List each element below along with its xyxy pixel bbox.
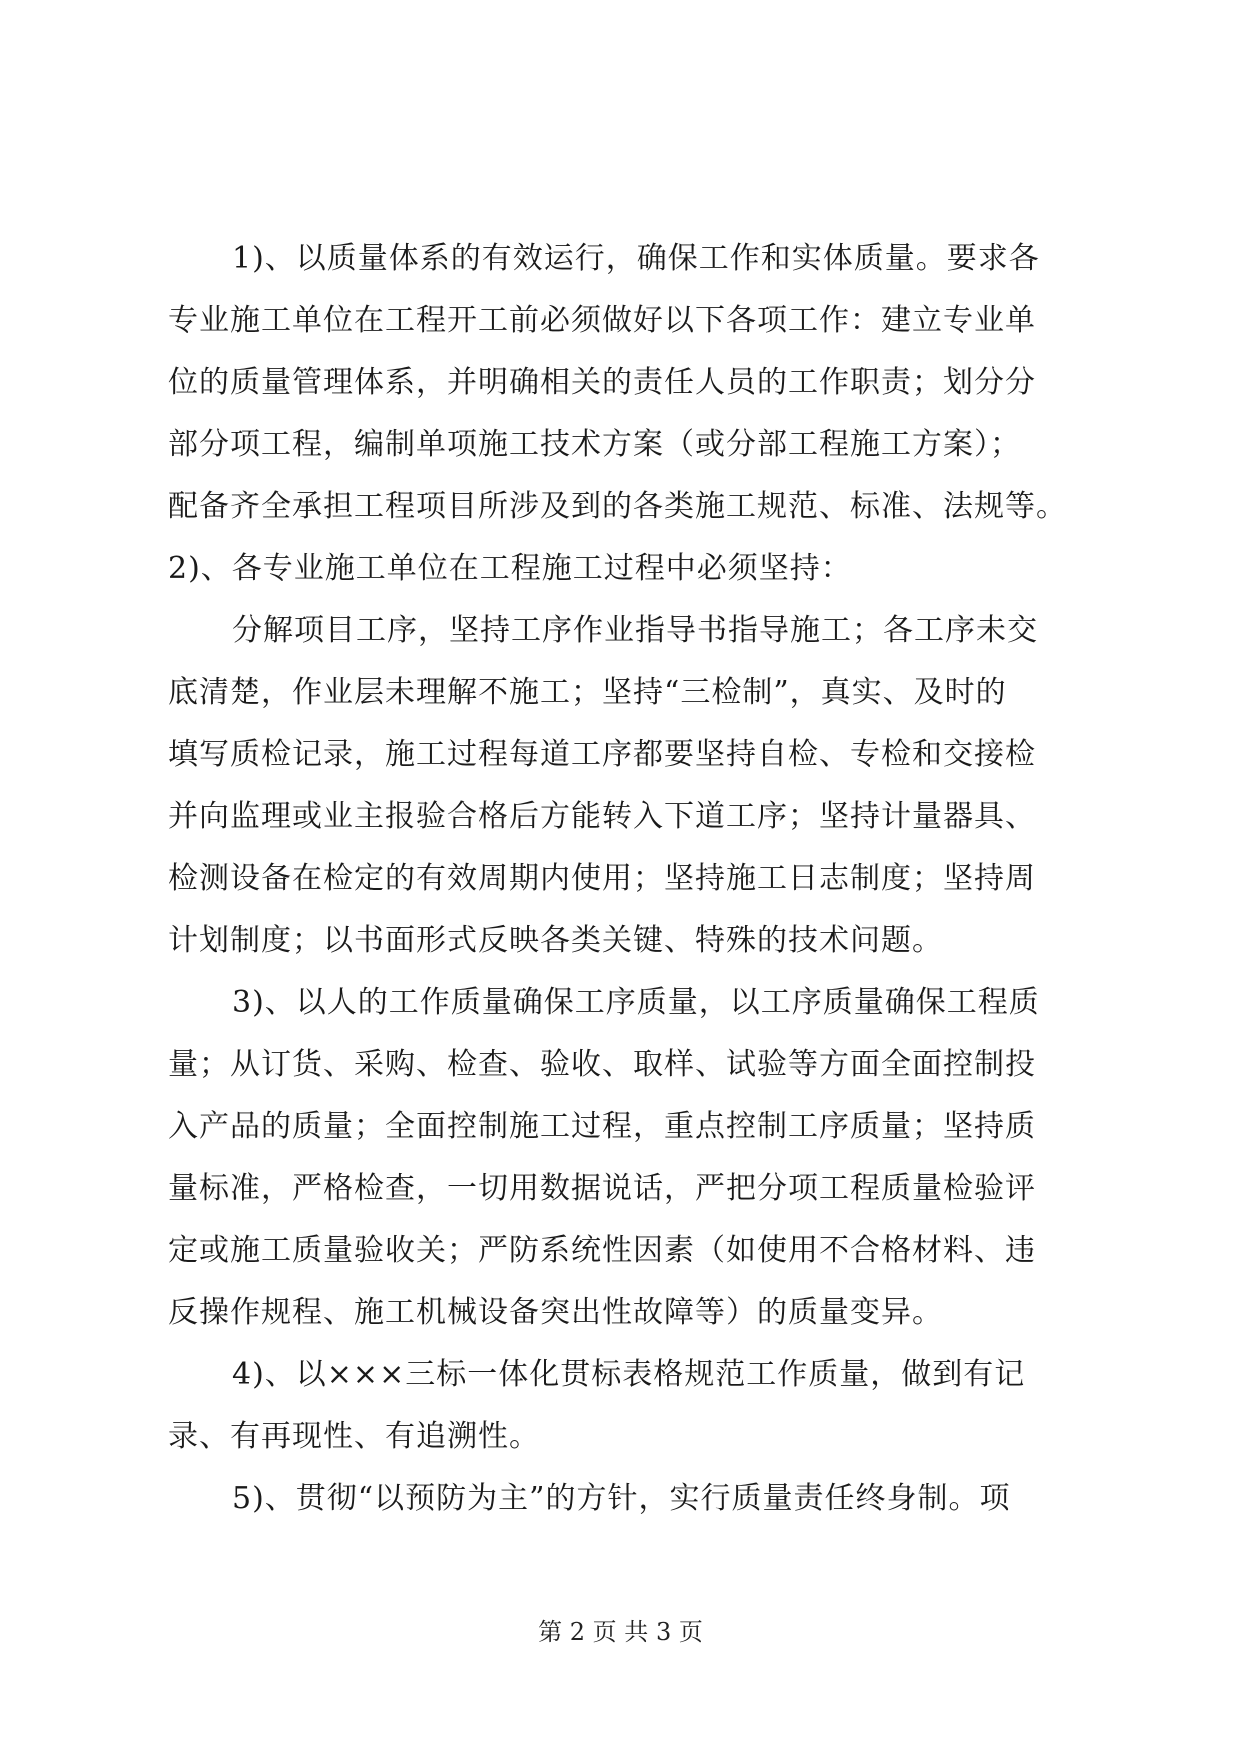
- paragraph-1-line-3: 位的质量管理体系，并明确相关的责任人员的工作职责；划分分: [168, 365, 1036, 400]
- paragraph-3-line-1: 分解项目工序，坚持工序作业指导书指导施工；各工序未交: [232, 613, 1038, 648]
- paragraph-1-line-5: 配备齐全承担工程项目所涉及到的各类施工规范、标准、法规等。: [168, 489, 1067, 524]
- paragraph-4-line-4: 量标准，严格检查，一切用数据说话，严把分项工程质量检验评: [168, 1171, 1036, 1206]
- paragraph-3-line-2: 底清楚，作业层未理解不施工；坚持“三检制”，真实、及时的: [168, 675, 1007, 710]
- paragraph-4-line-3: 入产品的质量；全面控制施工过程，重点控制工序质量；坚持质: [168, 1109, 1036, 1144]
- paragraph-3-line-6: 计划制度；以书面形式反映各类关键、特殊的技术问题。: [168, 923, 943, 958]
- paragraph-1-line-2: 专业施工单位在工程开工前必须做好以下各项工作：建立专业单: [168, 303, 1036, 338]
- paragraph-4-line-5: 定或施工质量验收关；严防系统性因素（如使用不合格材料、违: [168, 1233, 1036, 1268]
- paragraph-2-line-1: 2)、各专业施工单位在工程施工过程中必须坚持：: [168, 551, 852, 586]
- document-body: [168, 228, 1088, 1530]
- paragraph-5-line-1: 4)、以×××三标一体化贯标表格规范工作质量，做到有记: [232, 1357, 1026, 1392]
- paragraph-3-line-3: 填写质检记录，施工过程每道工序都要坚持自检、专检和交接检: [168, 737, 1036, 772]
- paragraph-1-line-1: 1)、以质量体系的有效运行，确保工作和实体质量。要求各: [232, 241, 1040, 276]
- paragraph-3-line-5: 检测设备在检定的有效周期内使用；坚持施工日志制度；坚持周: [168, 861, 1036, 896]
- page-number-footer: 第 2 页 共 3 页: [538, 1618, 703, 1646]
- paragraph-6-line-1: 5)、贯彻“以预防为主”的方针，实行质量责任终身制。项: [232, 1481, 1011, 1516]
- paragraph-3-line-4: 并向监理或业主报验合格后方能转入下道工序；坚持计量器具、: [168, 799, 1036, 834]
- paragraph-4-line-6: 反操作规程、施工机械设备突出性故障等）的质量变异。: [168, 1295, 943, 1330]
- paragraph-1-line-4: 部分项工程，编制单项施工技术方案（或分部工程施工方案）；: [168, 427, 1021, 462]
- paragraph-4-line-2: 量；从订货、采购、检查、验收、取样、试验等方面全面控制投: [168, 1047, 1036, 1082]
- paragraph-5-line-2: 录、有再现性、有追溯性。: [168, 1419, 540, 1454]
- paragraph-4-line-1: 3)、以人的工作质量确保工序质量，以工序质量确保工程质: [232, 985, 1040, 1020]
